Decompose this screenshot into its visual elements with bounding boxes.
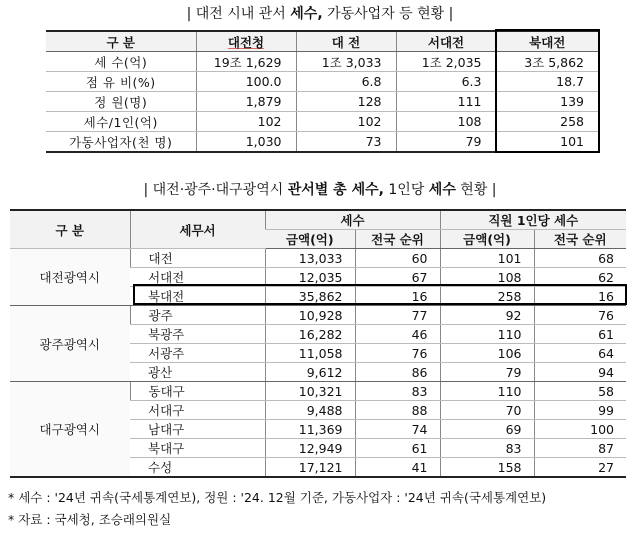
table2-title: | 대전·광주·대구광역시 관서별 총 세수, 1인당 세수 현황 | bbox=[143, 182, 497, 198]
cell-value: 17,121 bbox=[265, 458, 355, 478]
cell-value: 68 bbox=[534, 249, 626, 268]
cell-value: 101 bbox=[440, 249, 534, 268]
cell-value: 19조 1,629 bbox=[196, 52, 296, 72]
cell-value: 6.8 bbox=[296, 72, 396, 92]
row-label: 가동사업자(천 명) bbox=[46, 132, 196, 153]
office-label: 북대구 bbox=[130, 439, 265, 458]
cell-value: 102 bbox=[296, 112, 396, 132]
cell-value: 92 bbox=[440, 306, 534, 325]
cell-value: 62 bbox=[534, 268, 626, 287]
cell-value: 10,928 bbox=[265, 306, 355, 325]
cell-value: 1,030 bbox=[196, 132, 296, 153]
office-label: 광산 bbox=[130, 363, 265, 382]
regional-tax-table bbox=[10, 209, 626, 478]
region-label: 광주광역시 bbox=[10, 306, 130, 382]
cell-value: 102 bbox=[196, 112, 296, 132]
cell-value: 1,879 bbox=[196, 92, 296, 112]
cell-value: 108 bbox=[396, 112, 496, 132]
table-row bbox=[46, 132, 598, 153]
cell-value: 110 bbox=[440, 325, 534, 344]
cell-value: 11,058 bbox=[265, 344, 355, 363]
office-label: 서광주 bbox=[130, 344, 265, 363]
header-amount: 금액(억) bbox=[265, 230, 355, 249]
cell-value: 11,369 bbox=[265, 420, 355, 439]
cell-value: 61 bbox=[355, 439, 440, 458]
office-label: 수성 bbox=[130, 458, 265, 478]
cell-value: 9,488 bbox=[265, 401, 355, 420]
cell-value: 67 bbox=[355, 268, 440, 287]
cell-value: 87 bbox=[534, 439, 626, 458]
office-label: 북광주 bbox=[130, 325, 265, 344]
cell-value: 111 bbox=[396, 92, 496, 112]
cell-value: 70 bbox=[440, 401, 534, 420]
region-label: 대구광역시 bbox=[10, 382, 130, 478]
cell-value: 18.7 bbox=[496, 72, 598, 92]
header-region: 구 분 bbox=[10, 210, 130, 249]
header-rank: 전국 순위 bbox=[355, 230, 440, 249]
cell-value: 106 bbox=[440, 344, 534, 363]
office-label: 서대전 bbox=[130, 268, 265, 287]
cell-value: 3조 5,862 bbox=[496, 52, 598, 72]
cell-value: 79 bbox=[440, 363, 534, 382]
cell-value: 64 bbox=[534, 344, 626, 363]
cell-value: 6.3 bbox=[396, 72, 496, 92]
table-row bbox=[46, 52, 598, 72]
cell-value: 76 bbox=[355, 344, 440, 363]
cell-value: 60 bbox=[355, 249, 440, 268]
row-label: 세 수(억) bbox=[46, 52, 196, 72]
cell-value: 79 bbox=[396, 132, 496, 153]
table-header-row bbox=[10, 210, 626, 230]
row-label: 세수/1인(억) bbox=[46, 112, 196, 132]
cell-value: 74 bbox=[355, 420, 440, 439]
header-corner: 구 분 bbox=[46, 31, 196, 52]
header-office: 세무서 bbox=[130, 210, 265, 249]
cell-value: 16 bbox=[355, 287, 440, 306]
cell-value: 12,949 bbox=[265, 439, 355, 458]
header-rank: 전국 순위 bbox=[534, 230, 626, 249]
table-row bbox=[46, 72, 598, 92]
cell-value: 110 bbox=[440, 382, 534, 401]
office-label: 광주 bbox=[130, 306, 265, 325]
cell-value: 158 bbox=[440, 458, 534, 478]
cell-value: 27 bbox=[534, 458, 626, 478]
table-row bbox=[46, 112, 598, 132]
cell-value: 108 bbox=[440, 268, 534, 287]
header-per-capita-group: 직원 1인당 세수 bbox=[440, 210, 626, 230]
cell-value: 139 bbox=[496, 92, 598, 112]
cell-value: 73 bbox=[296, 132, 396, 153]
cell-value: 1조 2,035 bbox=[396, 52, 496, 72]
cell-value: 101 bbox=[496, 132, 598, 153]
table-header-row bbox=[46, 31, 598, 52]
cell-value: 88 bbox=[355, 401, 440, 420]
cell-value: 94 bbox=[534, 363, 626, 382]
office-label: 서대구 bbox=[130, 401, 265, 420]
cell-value: 41 bbox=[355, 458, 440, 478]
cell-value: 1조 3,033 bbox=[296, 52, 396, 72]
header-column: 대 전 bbox=[296, 31, 396, 52]
cell-value: 46 bbox=[355, 325, 440, 344]
office-label: 대전 bbox=[130, 249, 265, 268]
cell-value: 258 bbox=[496, 112, 598, 132]
cell-value: 9,612 bbox=[265, 363, 355, 382]
cell-value: 86 bbox=[355, 363, 440, 382]
cell-value: 99 bbox=[534, 401, 626, 420]
cell-value: 128 bbox=[296, 92, 396, 112]
cell-value: 83 bbox=[355, 382, 440, 401]
table-row bbox=[10, 306, 626, 325]
cell-value: 258 bbox=[440, 287, 534, 306]
cell-value: 77 bbox=[355, 306, 440, 325]
header-column: 대전청 bbox=[196, 31, 296, 52]
row-label: 점 유 비(%) bbox=[46, 72, 196, 92]
cell-value: 100 bbox=[534, 420, 626, 439]
table-row bbox=[46, 92, 598, 112]
footnote-sources: * 세수 : '24년 귀속(국세통계연보), 정원 : '24. 12월 기준, 가동사업자 : '24년 귀속(국세통계연보) bbox=[8, 490, 547, 505]
office-label: 동대구 bbox=[130, 382, 265, 401]
cell-value: 16 bbox=[534, 287, 626, 306]
row-label: 정 원(명) bbox=[46, 92, 196, 112]
footnote-data-source: * 자료 : 국세청, 조승래의원실 bbox=[8, 512, 172, 527]
cell-value: 76 bbox=[534, 306, 626, 325]
cell-value: 69 bbox=[440, 420, 534, 439]
office-label: 북대전 bbox=[130, 287, 265, 306]
table-row bbox=[10, 249, 626, 268]
cell-value: 12,035 bbox=[265, 268, 355, 287]
cell-value: 13,033 bbox=[265, 249, 355, 268]
table-row bbox=[10, 382, 626, 401]
cell-value: 16,282 bbox=[265, 325, 355, 344]
header-tax-group: 세수 bbox=[265, 210, 440, 230]
table1-title: | 대전 시내 관서 세수, 가동사업자 등 현황 | bbox=[186, 6, 454, 22]
cell-value: 58 bbox=[534, 382, 626, 401]
cell-value: 35,862 bbox=[265, 287, 355, 306]
cell-value: 10,321 bbox=[265, 382, 355, 401]
header-amount: 금액(억) bbox=[440, 230, 534, 249]
cell-value: 100.0 bbox=[196, 72, 296, 92]
office-summary-table bbox=[46, 30, 598, 153]
cell-value: 61 bbox=[534, 325, 626, 344]
header-column: 북대전 bbox=[496, 31, 598, 52]
cell-value: 83 bbox=[440, 439, 534, 458]
region-label: 대전광역시 bbox=[10, 249, 130, 306]
office-label: 남대구 bbox=[130, 420, 265, 439]
header-column: 서대전 bbox=[396, 31, 496, 52]
